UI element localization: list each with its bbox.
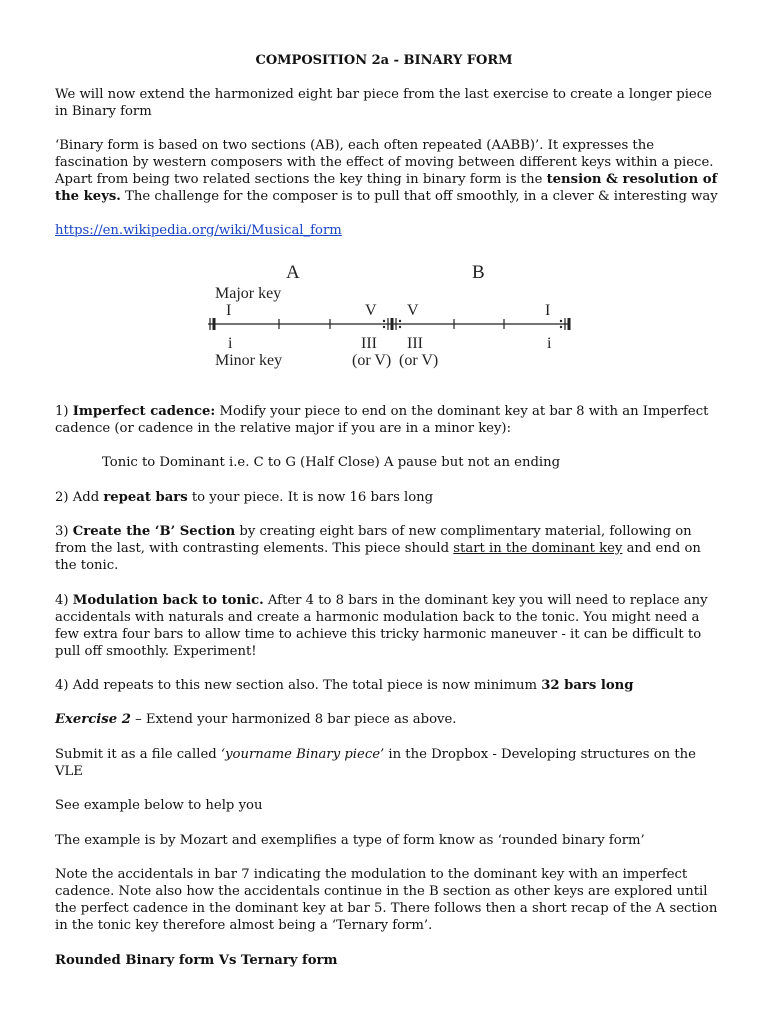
repeat-dot (383, 326, 385, 328)
step-2-heading: repeat bars (103, 490, 188, 505)
step-4-text: After 4 to 8 bars in the dominant key you will need to replace any accidentals with naturals and create a harmonic modulation back to the tonic. You might need a few extra four bars to allow time to achieve this tricky harmonic maneuver - it can be difficult to pull off smoothly. Experiment! (55, 593, 708, 659)
see-example-paragraph: See example below to help you (55, 798, 263, 813)
minor-alt-1: (or V) (352, 352, 392, 369)
step-3-text-2: and end on the tonic. (55, 541, 701, 573)
quote-bold: tension & resolution of the keys. (55, 172, 718, 204)
rounded-binary-heading: Rounded Binary form Vs Ternary form (55, 953, 338, 968)
repeat-dot (399, 326, 401, 328)
step-3-heading: Create the ‘B’ Section (72, 524, 236, 539)
quote-text-2: The challenge for the composer is to pull that off smoothly, in a clever & interesting way (120, 189, 718, 204)
section-b-label: B (472, 262, 485, 283)
step-2-paragraph (55, 489, 720, 506)
exercise-paragraph (55, 711, 720, 728)
step-3-paragraph (55, 523, 720, 574)
step-4-paragraph (55, 592, 720, 660)
major-numeral-2: V (365, 302, 377, 319)
example-by-paragraph: The example is by Mozart and exemplifies a type of form know as ‘rounded binary form’ (55, 833, 645, 848)
minor-numeral-3: III (407, 335, 423, 352)
minor-key-label: Minor key (215, 352, 283, 369)
step-3-number: 3) (55, 524, 69, 539)
submit-text-2: in the Dropbox - Developing structures on the VLE (55, 747, 696, 779)
repeat-dot (383, 320, 385, 322)
submit-paragraph (55, 746, 720, 780)
minor-numeral-1: i (228, 335, 233, 352)
step-3-text-1: by creating eight bars of new complimentary material, following on from the last, with contrasting elements. This piece should (55, 524, 692, 556)
minor-numeral-4: i (547, 335, 552, 352)
major-numeral-1: I (226, 302, 232, 319)
exercise-label: Exercise 2 (55, 712, 131, 727)
step-1-heading: Imperfect cadence: (72, 404, 216, 419)
quote-paragraph (55, 137, 720, 205)
note-paragraph: Note the accidentals in bar 7 indicating the modulation to the dominant key with an imperfect cadence. Note also how the accidentals continue in the B section as other keys are explored until the perfect cadence in the dominant key at bar 5. There follows then a short recap of the A section in the tonic key therefore almost being a ‘Ternary form’. (55, 867, 718, 933)
wikipedia-link[interactable]: https://en.wikipedia.org/wiki/Musical_form (55, 223, 342, 238)
step-4-number: 4) (55, 593, 69, 608)
step-2-number: 2) Add (55, 490, 104, 505)
submit-filename: ‘yourname Binary piece’ (220, 747, 385, 762)
minor-numeral-2: III (361, 335, 377, 352)
step-5-paragraph (55, 677, 720, 694)
repeat-dot (399, 320, 401, 322)
step-1-number: 1) (55, 404, 69, 419)
binary-form-diagram (200, 257, 580, 377)
minor-alt-2: (or V) (399, 352, 439, 369)
step-1-text: Modify your piece to end on the dominant key at bar 8 with an Imperfect cadence (or cadence in the relative major if you are in a minor key): (55, 404, 709, 436)
major-numeral-3: V (407, 302, 419, 319)
step-2-text: to your piece. It is now 16 bars long (187, 490, 434, 505)
repeat-dot (560, 320, 562, 322)
step-5-text: 4) Add repeats to this new section also. The total piece is now minimum (55, 678, 542, 693)
exercise-text: – Extend your harmonized 8 bar piece as above. (130, 712, 457, 727)
step-5-bold: 32 bars long (541, 678, 634, 693)
major-numeral-4: I (545, 302, 551, 319)
step-1-detail: Tonic to Dominant i.e. C to G (Half Close) A pause but not an ending (102, 455, 561, 470)
major-key-label: Major key (215, 285, 282, 302)
section-a-label: A (286, 262, 300, 283)
repeat-dot (560, 326, 562, 328)
step-3-underline: start in the dominant key (453, 541, 623, 556)
quote-text-1: ‘Binary form is based on two sections (AB), each often repeated (AABB)’. It expresses the fascination by western composers with the effect of moving between different keys within a piece. Apart from being two related sections the key thing in binary form is the (55, 138, 714, 187)
page-title: COMPOSITION 2a - BINARY FORM (255, 53, 513, 68)
step-1-paragraph (55, 403, 720, 437)
step-4-heading: Modulation back to tonic. (72, 593, 264, 608)
submit-text-1: Submit it as a file called (55, 747, 221, 762)
link-paragraph (55, 222, 720, 239)
intro-paragraph: We will now extend the harmonized eight bar piece from the last exercise to create a longer piece in Binary form (55, 87, 712, 119)
